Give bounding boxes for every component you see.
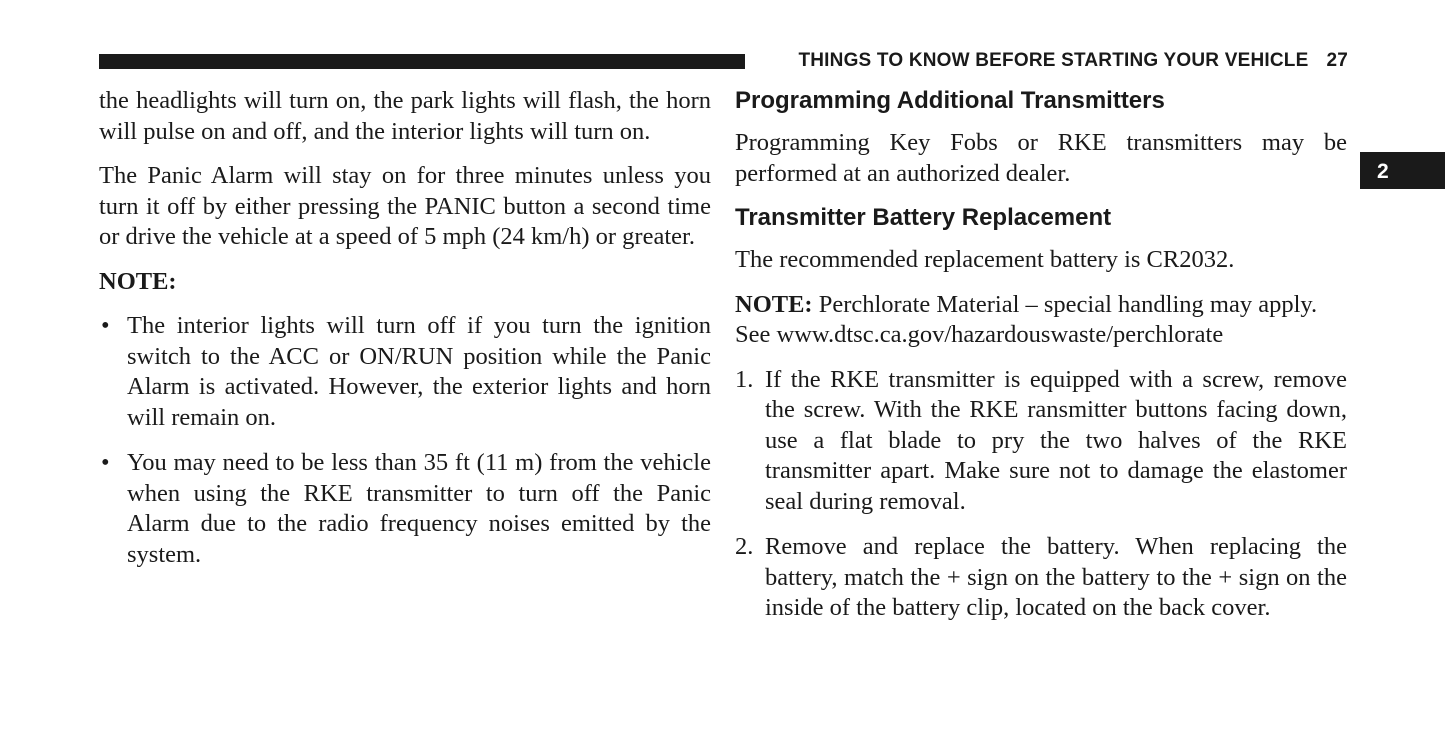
note-paragraph bbox=[735, 290, 1347, 351]
note-label: NOTE: bbox=[99, 267, 177, 295]
bullet-icon: • bbox=[101, 312, 110, 339]
paragraph: Programming Key Fobs or RKE transmitters may be performed at an authorized dealer. bbox=[735, 129, 1347, 187]
section-heading: Programming Additional Transmitters bbox=[735, 87, 1165, 114]
step-number: 1. bbox=[735, 365, 754, 393]
paragraph: The recommended replacement battery is CR2032. bbox=[735, 246, 1235, 273]
list-item bbox=[735, 532, 1347, 624]
list-item bbox=[99, 448, 711, 570]
list-item-text: Remove and replace the battery. When replacing the battery, match the + sign on the battery to the + sign on the inside of the battery clip, located on the back cover. bbox=[765, 533, 1347, 621]
list-item-text: You may need to be less than 35 ft (11 m) from the vehicle when using the RKE transmitter to turn off the Panic Alarm due to the radio frequency noises emitted by the system. bbox=[127, 449, 711, 568]
list-item-text: The interior lights will turn off if you turn the ignition switch to the ACC or ON/RUN position while the Panic Alarm is activated. However, the exterior lights and horn will remain on. bbox=[127, 312, 711, 431]
note-label: NOTE: bbox=[735, 290, 813, 318]
note-text: Perchlorate Material – special handling may apply. See www.dtsc.ca.gov/hazardouswaste/perchlorate bbox=[735, 290, 1318, 348]
header-rule-bar bbox=[99, 54, 745, 69]
running-header bbox=[758, 50, 1348, 72]
bullet-icon: • bbox=[101, 449, 110, 476]
running-title: THINGS TO KNOW BEFORE STARTING YOUR VEHICLE bbox=[798, 50, 1309, 71]
list-item bbox=[735, 365, 1347, 518]
list-item bbox=[99, 311, 711, 433]
step-number: 2. bbox=[735, 533, 754, 560]
paragraph: the headlights will turn on, the park lights will flash, the horn will pulse on and off, and the interior lights will turn on. bbox=[99, 87, 711, 145]
left-column bbox=[99, 86, 711, 585]
section-heading: Transmitter Battery Replacement bbox=[735, 204, 1112, 231]
page-number: 27 bbox=[1326, 50, 1348, 71]
numbered-list bbox=[735, 365, 1347, 624]
paragraph: The Panic Alarm will stay on for three minutes unless you turn it off by either pressing the PANIC button a second time or drive the vehicle at a speed of 5 mph (24 km/h) or greater. bbox=[99, 162, 711, 250]
list-item-text: If the RKE transmitter is equipped with a screw, remove the screw. With the RKE ransmitter buttons facing down, use a flat blade to pry the two halves of the RKE transmitter apart. Make sure not to damage the elastomer seal during removal. bbox=[765, 365, 1347, 515]
right-column bbox=[735, 86, 1347, 639]
chapter-tab: 2 bbox=[1360, 152, 1445, 189]
bullet-list bbox=[99, 311, 711, 570]
